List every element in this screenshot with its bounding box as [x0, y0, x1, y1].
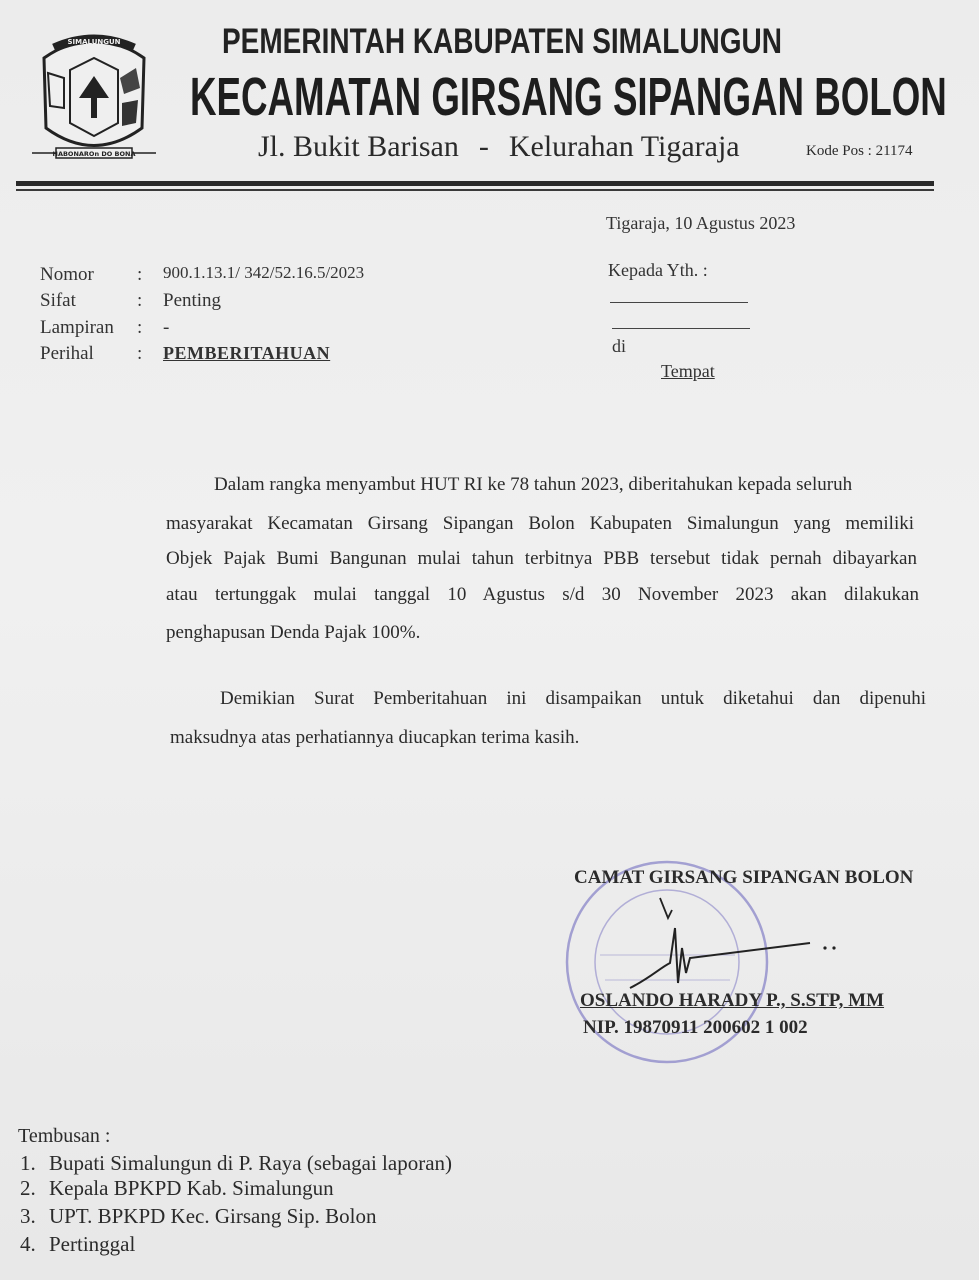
cc-item-number: 4. [20, 1232, 36, 1256]
body-paragraph-1-line-1: Dalam rangka menyambut HUT RI ke 78 tahun 2023, diberitahukan kepada seluruh [214, 474, 853, 495]
meta-label-lampiran: Lampiran [40, 317, 114, 338]
simalungun-emblem-logo [24, 28, 164, 168]
logo-top-text: SIMALUNGUN [67, 38, 121, 46]
body-paragraph-1-line-3: Objek Pajak Bumi Bangunan mulai tahun terbitnya PBB tersebut tidak pernah dibayarkan [166, 548, 917, 569]
header-address [258, 130, 740, 164]
meta-label-nomor: Nomor [40, 264, 94, 285]
body-paragraph-1-line-2: masyarakat Kecamatan Girsang Sipangan Bolon Kabupaten Simalungun yang memiliki [166, 513, 914, 534]
meta-value-perihal: PEMBERITAHUAN [163, 343, 331, 363]
body-paragraph-1-line-4: atau tertunggak mulai tanggal 10 Agustus s/d 30 November 2023 akan dilakukan [166, 584, 919, 605]
recipient-greeting: Kepada Yth. : [608, 260, 708, 280]
address-area: Kelurahan Tigaraja [508, 130, 740, 163]
cc-item [20, 1204, 376, 1229]
header-government-line: PEMERINTAH KABUPATEN SIMALUNGUN [222, 22, 782, 61]
header-district-title: KECAMATAN GIRSANG SIPANGAN BOLON [190, 67, 947, 127]
cc-heading: Tembusan : [18, 1125, 111, 1147]
body-paragraph-2-line-2: maksudnya atas perhatiannya diucapkan terima kasih. [170, 727, 580, 748]
cc-item-number: 3. [20, 1204, 36, 1228]
recipient-place: Tempat [661, 361, 715, 381]
signatory-nip: NIP. 19870911 200602 1 002 [583, 1017, 808, 1038]
postal-code: Kode Pos : 21174 [806, 143, 913, 159]
signatory-name: OSLANDO HARADY P., S.STP, MM [580, 990, 885, 1011]
meta-value-lampiran: - [163, 317, 170, 338]
recipient-di: di [612, 336, 627, 356]
cc-item-text: Pertinggal [49, 1232, 136, 1256]
recipient-blank-line-1 [610, 302, 748, 303]
cc-item-number: 1. [20, 1151, 36, 1175]
meta-label-perihal: Perihal [40, 343, 94, 364]
logo-motto-text: HABONAROn DO BONA [52, 150, 136, 158]
address-separator: - [478, 130, 489, 163]
address-street: Jl. Bukit Barisan [258, 130, 459, 163]
letter-date: Tigaraja, 10 Agustus 2023 [606, 213, 796, 233]
meta-colon: : [137, 343, 143, 364]
body-paragraph-1-line-5: penghapusan Denda Pajak 100%. [166, 622, 421, 643]
cc-item-text: Bupati Simalungun di P. Raya (sebagai laporan) [49, 1151, 453, 1175]
header-divider-thick [16, 181, 934, 186]
recipient-blank-line-2 [612, 328, 750, 329]
cc-item-number: 2. [20, 1176, 36, 1200]
cc-item-text: UPT. BPKPD Kec. Girsang Sip. Bolon [49, 1204, 377, 1228]
header-divider-thin [16, 189, 934, 191]
meta-colon: : [137, 264, 143, 285]
meta-value-sifat: Penting [163, 290, 222, 311]
meta-label-sifat: Sifat [40, 290, 76, 311]
meta-colon: : [137, 290, 143, 311]
cc-item [20, 1151, 452, 1176]
cc-item-text: Kepala BPKPD Kab. Simalungun [49, 1176, 334, 1200]
meta-colon: : [137, 317, 143, 338]
cc-item [20, 1232, 135, 1257]
meta-value-nomor: 900.1.13.1/ 342/52.16.5/2023 [163, 263, 365, 282]
body-paragraph-2-line-1: Demikian Surat Pemberitahuan ini disampaikan untuk diketahui dan dipenuhi [220, 688, 926, 709]
signatory-title: CAMAT GIRSANG SIPANGAN BOLON [574, 867, 914, 888]
cc-item [20, 1176, 334, 1201]
